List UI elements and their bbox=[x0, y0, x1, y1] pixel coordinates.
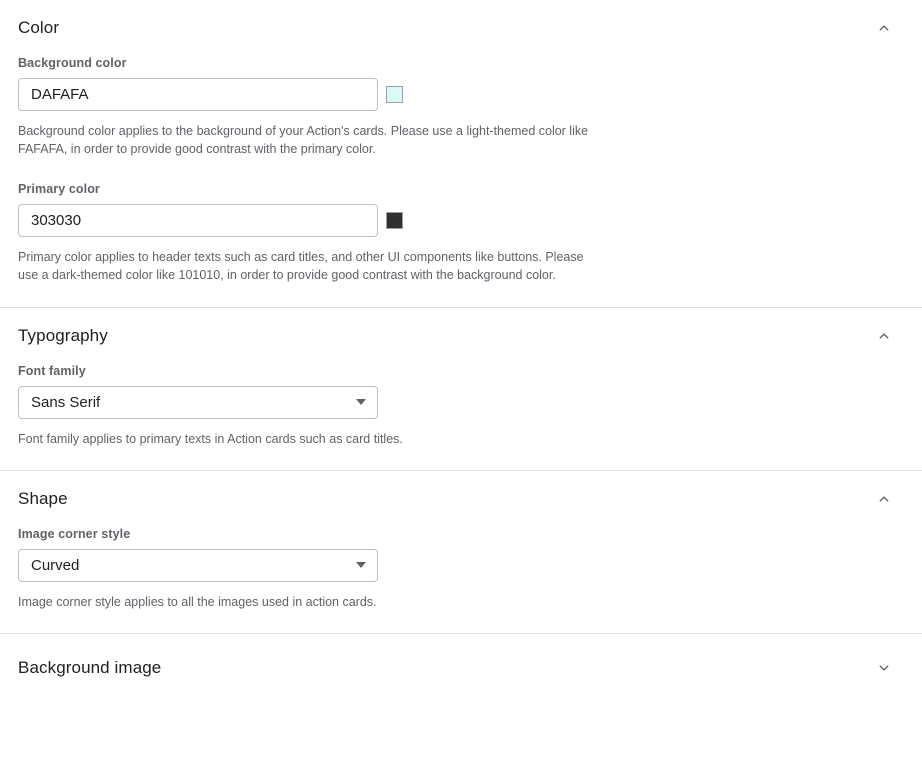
section-header-background-image[interactable] bbox=[0, 634, 922, 690]
font-family-select[interactable]: Sans Serif bbox=[18, 386, 378, 419]
primary-color-input[interactable] bbox=[18, 204, 378, 237]
section-title-background-image: Background image bbox=[18, 657, 162, 677]
chevron-up-icon[interactable] bbox=[872, 16, 896, 40]
section-header-typography[interactable] bbox=[0, 308, 922, 358]
font-family-helper: Font family applies to primary texts in Action cards such as card titles. bbox=[18, 431, 403, 446]
background-color-helper: Background color applies to the background of your Action's cards. Please use a light-themed color like FAFAFA, in order to provide good contrast with the primary color. bbox=[18, 124, 589, 157]
section-body-typography bbox=[0, 364, 922, 470]
section-title-color: Color bbox=[18, 18, 60, 37]
section-color bbox=[0, 0, 922, 308]
image-corner-style-select-wrap bbox=[18, 549, 378, 582]
background-color-swatch[interactable] bbox=[386, 86, 403, 103]
section-background-image bbox=[0, 634, 922, 690]
image-corner-style-select[interactable]: Curved bbox=[18, 549, 378, 582]
image-corner-style-label: Image corner style bbox=[18, 526, 131, 541]
background-color-row bbox=[18, 78, 904, 111]
section-title-shape: Shape bbox=[18, 488, 68, 508]
chevron-up-icon[interactable] bbox=[872, 487, 896, 511]
section-typography bbox=[0, 308, 922, 471]
font-family-label: Font family bbox=[18, 363, 86, 378]
section-title-typography: Typography bbox=[18, 325, 108, 345]
chevron-down-icon[interactable] bbox=[872, 656, 896, 680]
section-header-shape[interactable] bbox=[0, 471, 922, 521]
background-color-label: Background color bbox=[18, 56, 127, 70]
primary-color-helper: Primary color applies to header texts such as card titles, and other UI components like buttons. Please use a dark-themed color like 101010, in order to provide good contrast with the background color. bbox=[18, 250, 584, 283]
section-body-color bbox=[0, 56, 922, 307]
section-shape bbox=[0, 471, 922, 634]
section-header-color[interactable] bbox=[0, 0, 922, 50]
primary-color-swatch[interactable] bbox=[386, 212, 403, 229]
background-color-input[interactable] bbox=[18, 78, 378, 111]
font-family-select-wrap bbox=[18, 386, 378, 419]
section-body-shape bbox=[0, 527, 922, 633]
chevron-up-icon[interactable] bbox=[872, 324, 896, 348]
primary-color-row bbox=[18, 204, 904, 237]
image-corner-style-helper: Image corner style applies to all the images used in action cards. bbox=[18, 594, 377, 609]
primary-color-label: Primary color bbox=[18, 182, 100, 197]
